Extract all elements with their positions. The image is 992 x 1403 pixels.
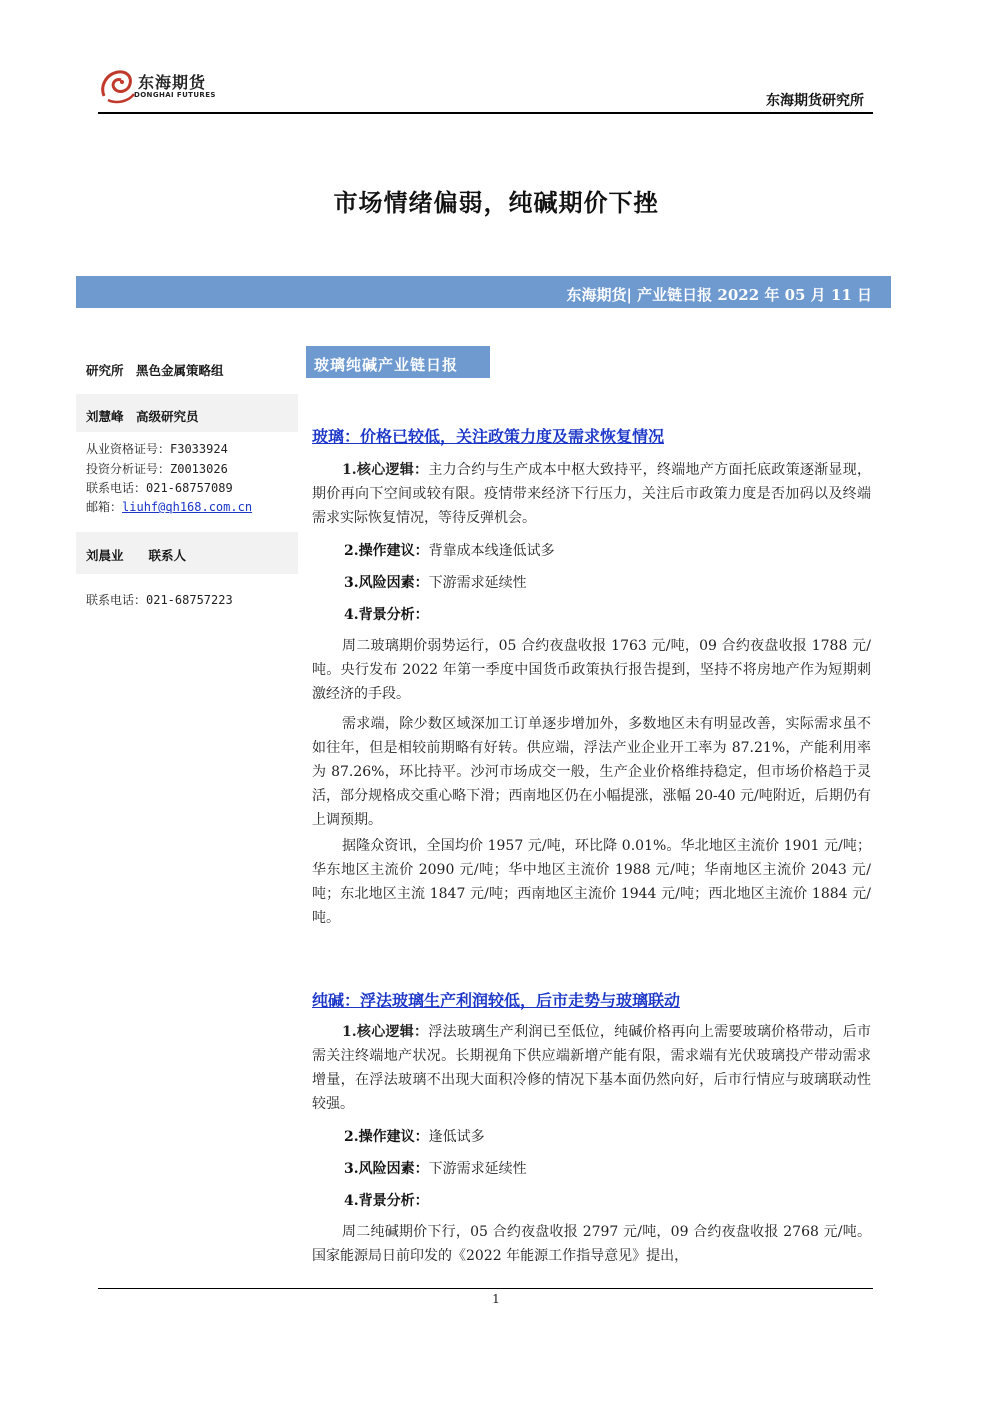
glass-p2: 需求端，除少数区域深加工订单逐步增加外，多数地区未有明显改善，实际需求虽不如往年，但是相较前期略有好转。供应端，浮法产业企业开工率为 87.21%，产能利用率为 87.26%，环比持平。沙河市场成交一般，生产企业价格维持稳定，但市场价格趋于灵活，部分规格成交重心略下滑；西南地区仍在小幅提涨，涨幅 20-40 元/吨附近，后期仍有上调预期。	[312, 716, 871, 828]
soda-op-text: 逢低试多	[428, 1129, 485, 1145]
page-number: 1	[492, 1292, 500, 1306]
soda-heading: 纯碱：浮法玻璃生产利润较低，后市走势与玻璃联动	[312, 991, 681, 1010]
glass-bg	[344, 604, 429, 624]
sidebar-email-link[interactable]: liuhf@qh168.com.cn	[122, 500, 253, 514]
soda-logic	[312, 1020, 871, 1116]
glass-bg-label: 4.背景分析：	[344, 607, 429, 623]
soda-logic-label: 1.核心逻辑：	[342, 1024, 429, 1040]
glass-risk	[344, 572, 527, 592]
sidebar-email-row	[86, 498, 252, 515]
soda-logic-text: 浮法玻璃生产利润已至低位，纯碱价格再向上需要玻璃价格带动，后市需关注终端地产状况。长期视角下供应端新增产能有限，需求端有光伏玻璃投产带动需求增量，在浮法玻璃不出现大面积冷修的情况下基本面仍然向好，后市行情应与玻璃联动性较强。	[312, 1024, 872, 1112]
glass-logic	[312, 458, 871, 530]
glass-heading: 玻璃：价格已较低，关注政策力度及需求恢复情况	[312, 427, 665, 446]
glass-p3: 据隆众资讯，全国均价 1957 元/吨，环比降 0.01%。华北地区主流价 1901 元/吨；华东地区主流价 2090 元/吨；华中地区主流价 1988 元/吨；华南地区主流价 2043 元/吨；东北地区主流 1847 元/吨；西南地区主流价 1944 元/吨；西北地区主流价 1884 元/吨。	[312, 838, 871, 926]
sidebar-analyst: 刘慧峰 高级研究员	[86, 409, 199, 424]
sidebar-email-label: 邮箱：	[86, 500, 123, 514]
footer-divider	[98, 1288, 873, 1289]
document-title: 市场情绪偏弱，纯碱期价下挫	[333, 188, 659, 217]
glass-p1: 周二玻璃期价弱势运行，05 合约夜盘收报 1763 元/吨，09 合约夜盘收报 1788 元/吨。央行发布 2022 年第一季度中国货币政策执行报告提到，坚持不将房地产作为短期刺激经济的手段。	[312, 638, 871, 702]
sidebar-contact: 刘晨业 联系人	[86, 548, 187, 563]
soda-risk	[344, 1158, 527, 1178]
soda-op	[344, 1126, 485, 1146]
glass-risk-text: 下游需求延续性	[428, 575, 527, 591]
glass-op-label: 2.操作建议：	[344, 543, 429, 559]
soda-risk-text: 下游需求延续性	[428, 1161, 527, 1177]
banner-text: 东海期货| 产业链日报 2022 年 05 月 11 日	[566, 286, 872, 304]
soda-p1: 周二纯碱期价下行，05 合约夜盘收报 2797 元/吨，09 合约夜盘收报 2768 元/吨。国家能源局日前印发的《2022 年能源工作指导意见》提出，	[312, 1224, 871, 1264]
soda-op-label: 2.操作建议：	[344, 1129, 429, 1145]
header-divider	[98, 112, 873, 114]
sidebar-phone: 联系电话：021-68757089	[86, 481, 233, 495]
glass-risk-label: 3.风险因素：	[344, 575, 429, 591]
sidebar-qualification: 从业资格证号：F3033924	[86, 442, 228, 456]
institute-name: 东海期货研究所	[766, 93, 864, 109]
glass-op	[344, 540, 555, 560]
soda-bg-label: 4.背景分析：	[344, 1193, 429, 1209]
glass-logic-label: 1.核心逻辑：	[342, 462, 429, 478]
glass-logic-text: 主力合约与生产成本中枢大致持平，终端地产方面托底政策逐渐显现，期价再向下空间或较有限。疫情带来经济下行压力，关注后市政策力度是否加码以及终端需求实际恢复情况，等待反弹机会。	[312, 462, 872, 526]
sidebar-invest-cert: 投资分析证号：Z0013026	[86, 462, 228, 476]
logo-cn-text: 东海期货	[138, 73, 207, 92]
sidebar-dept: 研究所 黑色金属策略组	[86, 363, 224, 378]
logo-en-text: DONGHAI FUTURES	[134, 91, 216, 99]
soda-risk-label: 3.风险因素：	[344, 1161, 429, 1177]
glass-op-text: 背靠成本线逢低试多	[428, 543, 555, 559]
report-tag: 玻璃纯碱产业链日报	[314, 356, 459, 374]
sidebar-contact-phone: 联系电话：021-68757223	[86, 593, 233, 607]
soda-bg	[344, 1190, 429, 1210]
